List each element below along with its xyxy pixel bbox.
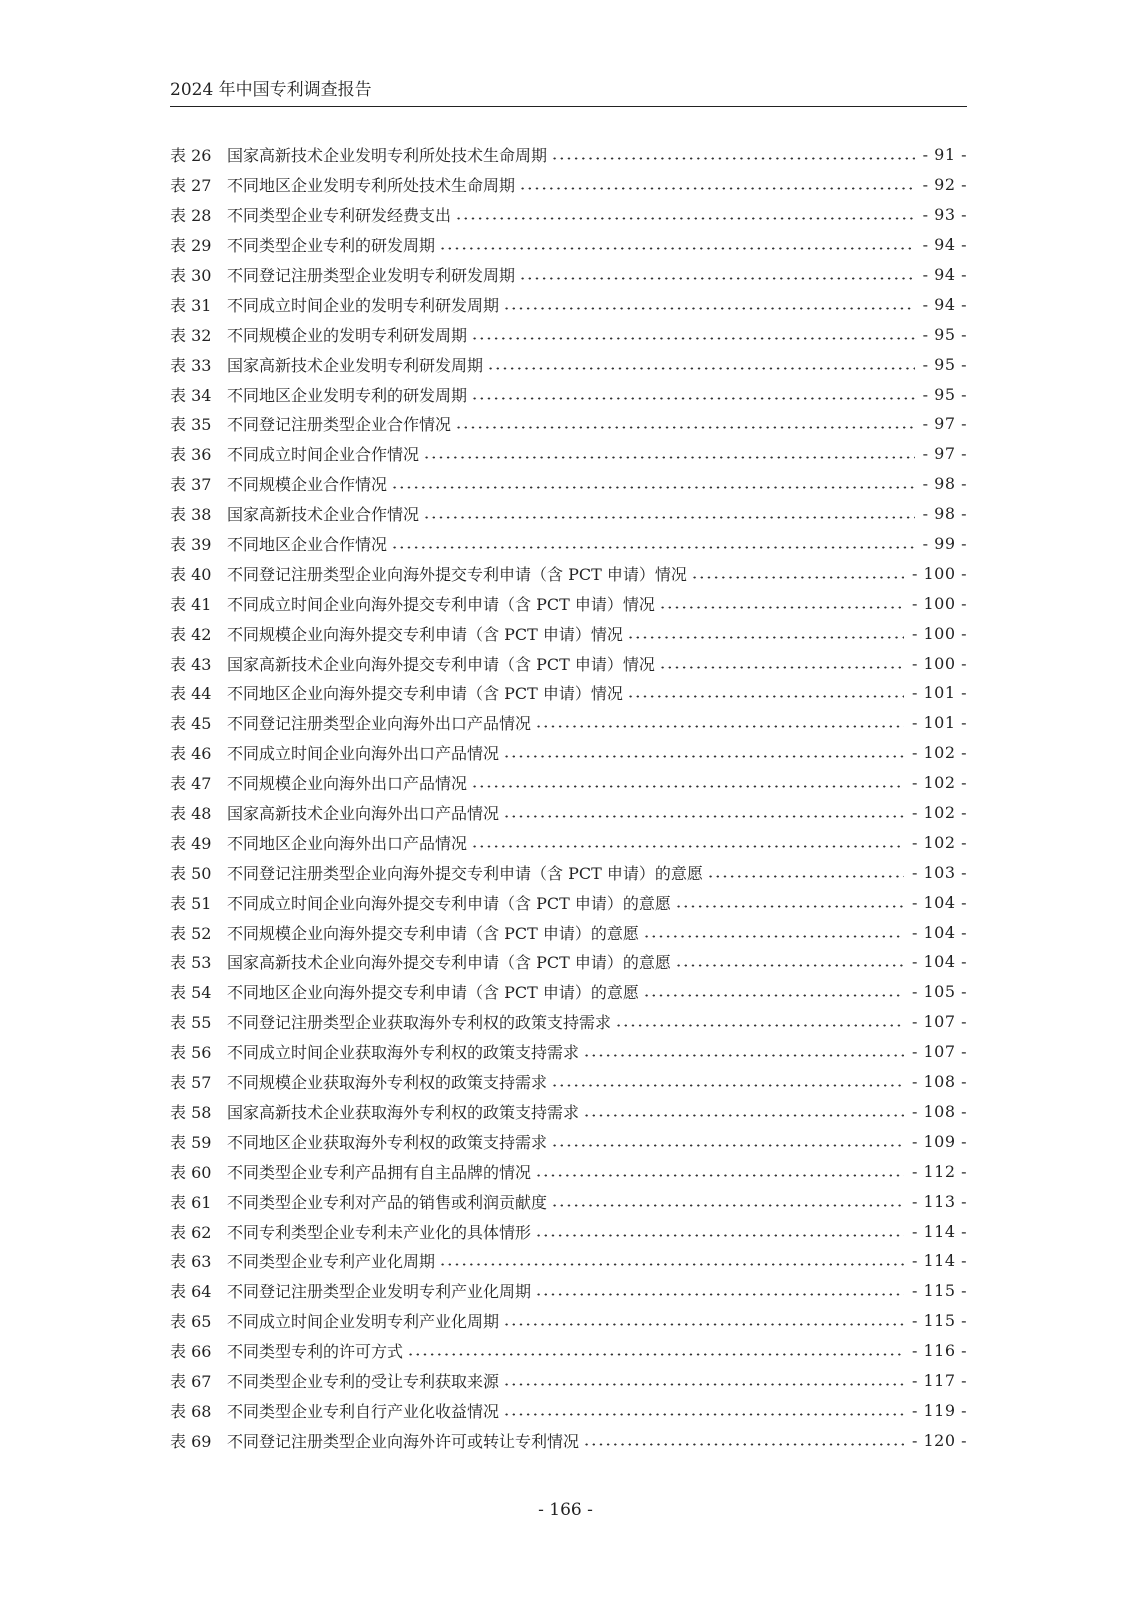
toc-entry-page: - 94 - [922,235,967,255]
toc-dot-leader [551,1204,904,1207]
toc-dot-leader [439,1263,904,1266]
toc-entry-page: - 100 - [911,563,967,583]
toc-entry-title: 国家高新技术企业合作情况 [227,505,420,525]
toc-entry-number: 表 39 [170,535,212,555]
toc-entry-title: 国家高新技术企业向海外出口产品情况 [227,804,500,824]
toc-entry-page: - 112 - [911,1161,967,1181]
toc-entry-title: 不同成立时间企业向海外提交专利申请（含 PCT 申请）的意愿 [227,893,671,913]
toc-entry[interactable] [170,1306,967,1336]
toc-entry-number: 表 56 [170,1043,212,1063]
toc-dot-leader [707,875,904,878]
toc-entry-page: - 94 - [922,265,967,284]
toc-dot-leader [487,367,915,370]
toc-entry-page: - 91 - [922,145,967,165]
toc-entry[interactable] [170,917,967,947]
toc-entry-title: 不同规模企业向海外提交专利申请（含 PCT 申请）的意愿 [227,923,639,943]
header-title: 2024 年中国专利调查报告 [170,80,372,100]
toc-entry-page: - 109 - [911,1131,967,1151]
toc-entry[interactable] [170,200,967,230]
toc-dot-leader [503,1383,904,1386]
toc-entry[interactable] [170,768,967,798]
toc-entry[interactable] [170,1007,967,1037]
toc-entry[interactable] [170,798,967,828]
toc-entry-number: 表 32 [170,325,212,345]
toc-dot-leader [471,337,915,340]
toc-dot-leader [503,1323,904,1326]
toc-entry-title: 国家高新技术企业发明专利所处技术生命周期 [227,146,548,166]
toc-entry-number: 表 62 [170,1222,212,1242]
toc-entry-page: - 102 - [911,803,967,823]
toc-entry-number: 表 57 [170,1073,212,1093]
toc-entry[interactable] [170,379,967,409]
toc-entry[interactable] [170,1126,967,1156]
toc-entry-page: - 114 - [911,1221,967,1241]
toc-entry-page: - 97 - [922,414,967,434]
toc-entry-title: 不同类型企业专利的受让专利获取来源 [227,1371,500,1391]
toc-entry-title: 国家高新技术企业获取海外专利权的政策支持需求 [227,1102,580,1122]
toc-entry-title: 国家高新技术企业发明专利研发周期 [227,355,484,375]
toc-entry-title: 不同成立时间企业发明专利产业化周期 [227,1312,500,1332]
toc-entry[interactable] [170,1186,967,1216]
toc-entry-title: 不同登记注册类型企业向海外提交专利申请（含 PCT 申请）情况 [227,564,687,584]
toc-entry-number: 表 35 [170,415,212,435]
toc-entry-number: 表 33 [170,355,212,375]
toc-dot-leader [519,277,915,280]
toc-entry-page: - 115 - [911,1311,967,1331]
toc-entry-page: - 115 - [911,1281,967,1301]
toc-entry-title: 不同登记注册类型企业向海外提交专利申请（含 PCT 申请）的意愿 [227,863,703,883]
toc-entry-title: 不同成立时间企业合作情况 [227,445,420,465]
toc-entry-title: 不同类型企业专利研发经费支出 [227,206,452,226]
toc-dot-leader [643,935,904,938]
toc-entry[interactable] [170,439,967,469]
toc-entry-title: 不同规模企业的发明专利研发周期 [227,325,468,345]
toc-entry[interactable] [170,1395,967,1425]
toc-entry-page: - 102 - [911,832,967,852]
toc-entry[interactable] [170,140,967,170]
toc-entry-page: - 101 - [911,713,967,733]
toc-entry-page: - 100 - [911,653,967,673]
toc-entry-page: - 95 - [922,354,967,374]
toc-entry[interactable] [170,558,967,588]
toc-entry[interactable] [170,1216,967,1246]
toc-dot-leader [423,456,915,459]
toc-entry-page: - 97 - [922,444,967,464]
toc-entry-number: 表 27 [170,176,212,196]
toc-entry-number: 表 69 [170,1431,212,1451]
toc-entry-title: 不同登记注册类型企业发明专利研发周期 [227,266,516,285]
toc-entry-number: 表 68 [170,1401,212,1421]
toc-entry-number: 表 30 [170,266,212,285]
toc-dot-leader [551,1084,904,1087]
toc-entry-number: 表 60 [170,1162,212,1182]
toc-entry-title: 不同地区企业发明专利的研发周期 [227,385,468,405]
toc-entry[interactable] [170,319,967,349]
toc-entry[interactable] [170,678,967,708]
toc-entry-title: 不同专利类型企业专利未产业化的具体情形 [227,1222,532,1242]
toc-entry-page: - 102 - [911,773,967,793]
toc-entry-number: 表 44 [170,684,212,704]
toc-entry[interactable] [170,1276,967,1306]
toc-entry-title: 国家高新技术企业向海外提交专利申请（含 PCT 申请）情况 [227,654,655,674]
toc-entry[interactable] [170,1156,967,1186]
toc-entry[interactable] [170,1336,967,1366]
toc-entry[interactable] [170,469,967,499]
toc-entry-number: 表 28 [170,206,212,226]
toc-dot-leader [503,815,904,818]
toc-entry-number: 表 43 [170,654,212,674]
toc-entry-number: 表 37 [170,475,212,495]
toc-entry-number: 表 64 [170,1282,212,1302]
toc-entry-page: - 102 - [911,743,967,763]
toc-entry[interactable] [170,409,967,439]
toc-dot-leader [691,576,904,579]
toc-entry-title: 不同规模企业向海外提交专利申请（含 PCT 申请）情况 [227,624,623,644]
toc-entry-page: - 104 - [911,952,967,972]
toc-entry[interactable] [170,529,967,559]
toc-entry-number: 表 48 [170,804,212,824]
toc-entry-number: 表 38 [170,505,212,525]
toc-entry-page: - 114 - [911,1251,967,1271]
toc-entry-number: 表 53 [170,953,212,973]
toc-entry-title: 不同登记注册类型企业合作情况 [227,415,452,435]
toc-entry-title: 不同地区企业发明专利所处技术生命周期 [227,176,516,196]
toc-entry-title: 不同类型专利的许可方式 [227,1342,404,1362]
toc-entry[interactable] [170,977,967,1007]
toc-entry-title: 不同类型企业专利对产品的销售或利润贡献度 [227,1192,548,1212]
toc-entry-number: 表 55 [170,1013,212,1033]
toc-entry-title: 不同成立时间企业向海外出口产品情况 [227,744,500,764]
toc-dot-leader [503,1413,904,1416]
toc-entry[interactable] [170,170,967,200]
toc-entry[interactable] [170,230,967,260]
toc-dot-leader [535,1234,904,1237]
toc-entry-number: 表 42 [170,624,212,644]
toc-entry-title: 不同地区企业向海外提交专利申请（含 PCT 申请）情况 [227,684,623,704]
toc-dot-leader [551,157,915,160]
toc-entry-number: 表 67 [170,1371,212,1391]
toc-entry-title: 不同地区企业向海外出口产品情况 [227,833,468,853]
toc-entry-title: 不同成立时间企业获取海外专利权的政策支持需求 [227,1043,580,1063]
toc-entry-title: 国家高新技术企业向海外提交专利申请（含 PCT 申请）的意愿 [227,953,671,973]
page-number: - 166 - [538,1500,593,1520]
toc-entry[interactable] [170,289,967,319]
toc-entry-page: - 92 - [922,175,967,195]
toc-entry-number: 表 51 [170,893,212,913]
toc-entry-number: 表 65 [170,1312,212,1332]
toc-entry-title: 不同成立时间企业的发明专利研发周期 [227,295,500,315]
toc-dot-leader [439,247,915,250]
toc-entry-title: 不同规模企业合作情况 [227,475,388,495]
toc-entry-title: 不同登记注册类型企业向海外出口产品情况 [227,714,532,734]
toc-dot-leader [675,905,904,908]
toc-entry-number: 表 54 [170,983,212,1003]
toc-entry-title: 不同规模企业获取海外专利权的政策支持需求 [227,1073,548,1093]
toc-entry-number: 表 45 [170,714,212,734]
toc-entry-page: - 98 - [922,504,967,524]
toc-dot-leader [643,994,904,997]
toc-dot-leader [503,307,915,310]
toc-entry-number: 表 59 [170,1132,212,1152]
toc-entry-number: 表 50 [170,863,212,883]
toc-entry-page: - 116 - [911,1341,967,1361]
toc-entry[interactable] [170,708,967,738]
toc-dot-leader [659,666,904,669]
toc-dot-leader [471,845,904,848]
toc-dot-leader [583,1114,904,1117]
toc-entry-number: 表 41 [170,594,212,614]
toc-entry-number: 表 52 [170,923,212,943]
toc-entry-number: 表 46 [170,744,212,764]
toc-entry-title: 不同成立时间企业向海外提交专利申请（含 PCT 申请）情况 [227,594,655,614]
toc-entry[interactable] [170,1097,967,1127]
toc-entry[interactable] [170,887,967,917]
toc-dot-leader [615,1024,904,1027]
toc-entry-page: - 103 - [911,862,967,882]
toc-entry-title: 不同登记注册类型企业发明专利产业化周期 [227,1282,532,1302]
toc-dot-leader [519,187,915,190]
toc-dot-leader [535,1293,904,1296]
toc-entry-page: - 100 - [911,593,967,613]
toc-entry-page: - 95 - [922,384,967,404]
toc-entry-page: - 120 - [911,1430,967,1450]
toc-entry-page: - 107 - [911,1042,967,1062]
toc-dot-leader [627,636,904,639]
toc-dot-leader [535,1174,904,1177]
toc-entry[interactable] [170,1425,967,1455]
toc-entry-page: - 98 - [922,474,967,494]
toc-entry-page: - 104 - [911,922,967,942]
toc-entry[interactable] [170,618,967,648]
toc-entry-number: 表 63 [170,1252,212,1272]
toc-dot-leader [407,1353,904,1356]
toc-entry-page: - 108 - [911,1072,967,1092]
toc-entry-title: 不同地区企业向海外提交专利申请（含 PCT 申请）的意愿 [227,983,639,1003]
toc-entry[interactable] [170,1067,967,1097]
toc-dot-leader [551,1144,904,1147]
toc-entry[interactable] [170,857,967,887]
toc-entry[interactable] [170,349,967,379]
toc-entry-page: - 107 - [911,1012,967,1032]
toc-dot-leader [659,606,904,609]
toc-dot-leader [535,725,904,728]
toc-entry-number: 表 47 [170,774,212,794]
toc-entry-title: 不同地区企业获取海外专利权的政策支持需求 [227,1132,548,1152]
toc-entry-page: - 113 - [911,1191,967,1211]
toc-dot-leader [583,1054,904,1057]
toc-entry[interactable] [170,499,967,529]
toc-entry-number: 表 66 [170,1342,212,1362]
toc-dot-leader [423,516,915,519]
toc-entry[interactable] [170,1037,967,1067]
toc-dot-leader [471,785,904,788]
toc-entry-page: - 101 - [911,683,967,703]
toc-entry-page: - 95 - [922,324,967,344]
toc-entry-title: 不同地区企业合作情况 [227,535,388,555]
toc-entry-title: 不同类型企业专利的研发周期 [227,236,436,256]
toc-entry-page: - 105 - [911,982,967,1002]
toc-entry-number: 表 31 [170,295,212,315]
toc-entry[interactable] [170,947,967,977]
toc-entry[interactable] [170,588,967,618]
toc-dot-leader [455,426,915,429]
toc-dot-leader [503,755,904,758]
toc-dot-leader [455,217,915,220]
toc-entry[interactable] [170,1246,967,1276]
toc-dot-leader [583,1443,904,1446]
toc-entry-page: - 100 - [911,623,967,643]
toc-entry-number: 表 40 [170,564,212,584]
page-header [170,80,967,107]
toc-entry-page: - 108 - [911,1101,967,1121]
toc-entry-page: - 93 - [922,205,967,225]
toc-entry[interactable] [170,827,967,857]
toc-entry-title: 不同登记注册类型企业获取海外专利权的政策支持需求 [227,1013,612,1033]
toc-entry-title: 不同登记注册类型企业向海外许可或转让专利情况 [227,1431,580,1451]
toc-dot-leader [391,486,915,489]
toc-entry-number: 表 49 [170,833,212,853]
table-of-contents [170,140,967,1455]
toc-entry[interactable] [170,648,967,678]
toc-entry-page: - 104 - [911,892,967,912]
toc-entry-title: 不同类型企业专利产品拥有自主品牌的情况 [227,1162,532,1182]
toc-entry-number: 表 58 [170,1102,212,1122]
toc-entry[interactable] [170,260,967,290]
toc-entry-number: 表 26 [170,146,212,166]
toc-entry-title: 不同类型企业专利自行产业化收益情况 [227,1401,500,1421]
toc-entry-page: - 94 - [922,294,967,314]
toc-dot-leader [627,695,904,698]
toc-entry[interactable] [170,1366,967,1396]
toc-entry-number: 表 61 [170,1192,212,1212]
toc-dot-leader [391,546,915,549]
toc-dot-leader [675,964,904,967]
toc-dot-leader [471,397,915,400]
toc-entry-number: 表 34 [170,385,212,405]
toc-entry-title: 不同规模企业向海外出口产品情况 [227,774,468,794]
toc-entry-title: 不同类型企业专利产业化周期 [227,1252,436,1272]
toc-entry-number: 表 36 [170,445,212,465]
toc-entry-number: 表 29 [170,236,212,256]
toc-entry[interactable] [170,738,967,768]
toc-entry-page: - 119 - [911,1400,967,1420]
toc-entry-page: - 117 - [911,1370,967,1390]
toc-entry-page: - 99 - [922,534,967,554]
